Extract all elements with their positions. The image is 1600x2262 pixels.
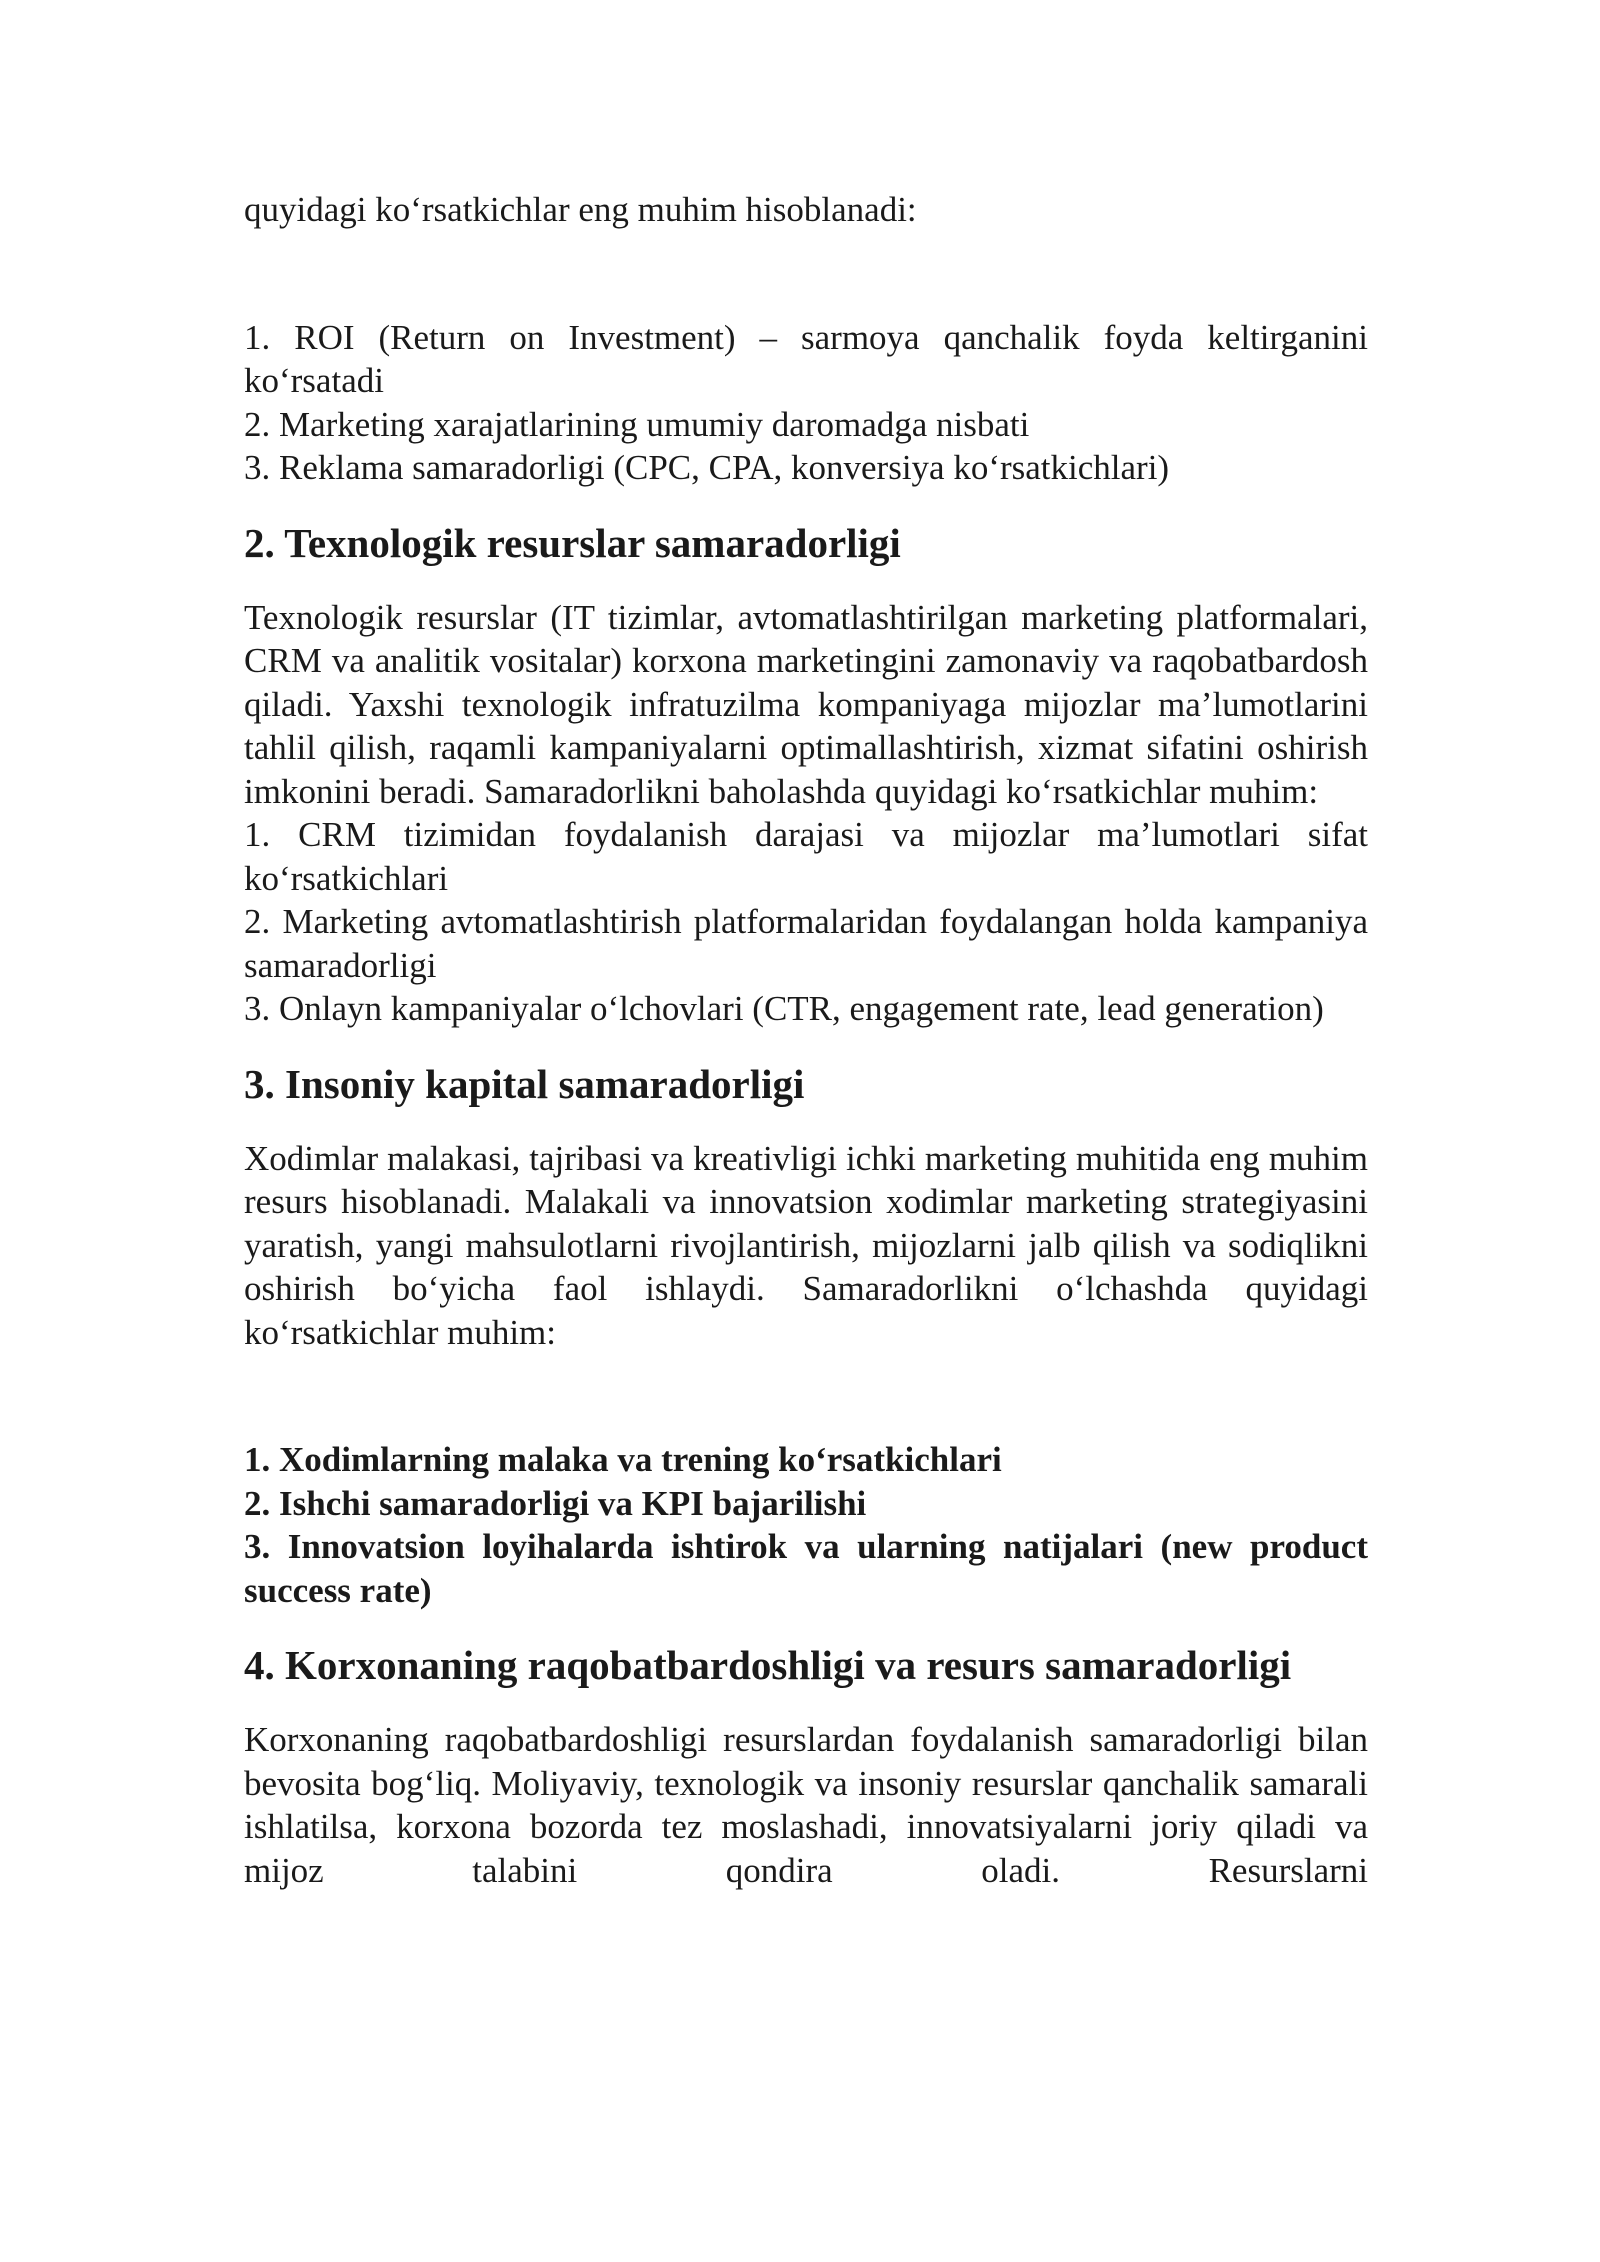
list-item: 2. Marketing avtomatlashtirish platformalaridan foydalangan holda kampaniya samaradorligi — [244, 902, 1368, 985]
list-item: 2. Ishchi samaradorligi va KPI bajarilishi — [244, 1483, 867, 1523]
list-item: 3. Innovatsion loyihalarda ishtirok va ularning natijalari (new product success rate) — [244, 1527, 1368, 1610]
section-heading: 2. Texnologik resurslar samaradorligi — [244, 519, 901, 566]
intro-line: quyidagi ko‘rsatkichlar eng muhim hisoblanadi: — [244, 190, 917, 229]
section2-body — [244, 596, 1368, 1031]
section-heading: 4. Korxonaning raqobatbardoshligi va resurs samaradorligi — [244, 1642, 1292, 1688]
list-item: 3. Reklama samaradorligi (CPC, CPA, konversiya ko‘rsatkichlari) — [244, 448, 1170, 487]
section4-body — [244, 1718, 1368, 1892]
list-item: 1. Xodimlarning malaka va trening ko‘rsatkichlari — [244, 1440, 1002, 1479]
list-item: 1. CRM tizimidan foydalanish darajasi va mijozlar ma’lumotlari sifat ko‘rsatkichlari — [244, 815, 1368, 898]
section-heading: 3. Insoniy kapital samaradorligi — [244, 1060, 805, 1107]
list-item: 3. Onlayn kampaniyalar o‘lchovlari (CTR, engagement rate, lead generation) — [244, 989, 1324, 1028]
section3-body — [244, 1137, 1368, 1355]
section1-list — [244, 316, 1368, 490]
section-paragraph: Korxonaning raqobatbardoshligi resurslardan foydalanish samaradorligi bilan bevosita bog‘liq. Moliyaviy, texnologik va insoniy resurslar qanchalik samarali ishlatilsa, korxona bozorda tez moslashadi, innovatsiyalarni joriy qiladi va mijoz talabini qondira oladi. Resurslarni — [244, 1720, 1368, 1890]
document-page — [244, 188, 1368, 1892]
section-paragraph: Xodimlar malakasi, tajribasi va kreativligi ichki marketing muhitida eng muhim resurs hisoblanadi. Malakali va innovatsion xodimlar marketing strategiyasini yaratish, yangi mahsulotlarni rivojlantirish, mijozlarni jalb qilish va sodiqlikni oshirish bo‘yicha faol ishlaydi. Samaradorlikni o‘lchashda quyidagi ko‘rsatkichlar muhim: — [244, 1138, 1368, 1352]
list-item: 2. Marketing xarajatlarining umumiy daromadga nisbati — [244, 404, 1030, 444]
section3-list — [244, 1438, 1368, 1612]
list-item: 1. ROI (Return on Investment) – sarmoya qanchalik foyda keltirganini ko‘rsatadi — [244, 317, 1368, 400]
section-paragraph: Texnologik resurslar (IT tizimlar, avtomatlashtirilgan marketing platformalari, CRM va analitik vositalar) korxona marketingini zamonaviy va raqobatbardosh qiladi. Yaxshi texnologik infratuzilma kompaniyaga mijozlar ma’lumotlarini tahlil qilish, raqamli kampaniyalarni optimallashtirish, xizmat sifatini oshirish imkonini beradi. Samaradorlikni baholashda quyidagi ko‘rsatkichlar muhim: — [244, 597, 1368, 811]
